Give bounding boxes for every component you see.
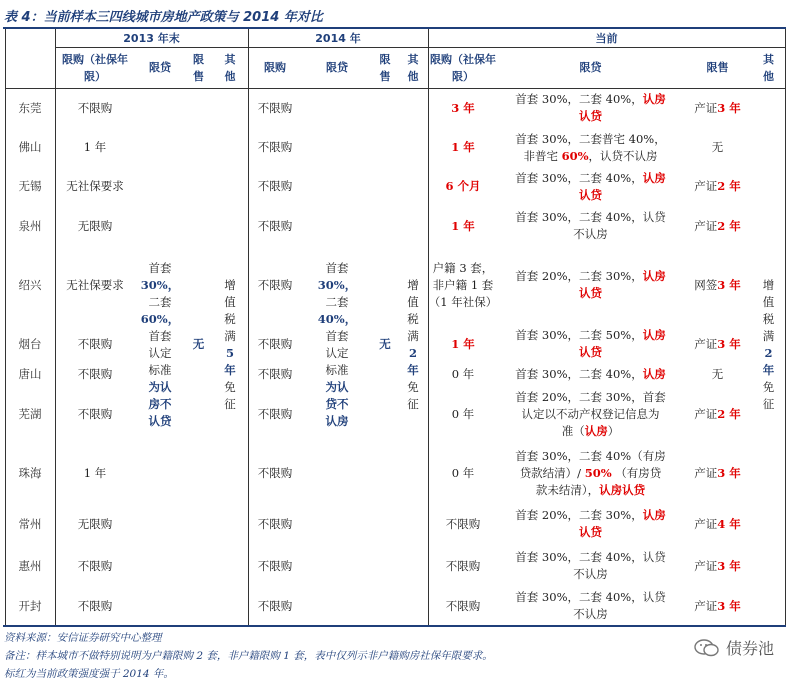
row-sale-current: 产证 3 年 bbox=[694, 336, 741, 351]
row-city: 泉州 bbox=[18, 218, 42, 233]
row-limit-current: 3 年 bbox=[451, 100, 475, 115]
row-limit-current: 不限购 bbox=[445, 558, 481, 573]
row-city: 开封 bbox=[18, 598, 42, 613]
row-sale-current: 产证 2 年 bbox=[694, 179, 741, 193]
row-city: 惠州 bbox=[18, 558, 42, 573]
row-loan-current: 首套 20%，二套 30%，首套 认定以不动产权登记信息为 准（认房） bbox=[515, 389, 666, 438]
row-limit-current: 0 年 bbox=[451, 367, 475, 381]
row-limit-current: 1 年 bbox=[451, 336, 475, 351]
row-limit-current: 6 个月 bbox=[445, 179, 481, 193]
row-limit-2013: 不限购 bbox=[77, 558, 113, 573]
row-limit-2013: 无社保要求 bbox=[66, 277, 124, 292]
row-loan-current: 首套 30%，二套 40%，认贷 不认房 bbox=[515, 590, 666, 621]
header-2014: 2014 年 bbox=[315, 31, 361, 45]
row-city: 唐山 bbox=[18, 367, 42, 381]
watermark-text: 债券池 bbox=[725, 639, 774, 658]
sale-2014-merged: 无 bbox=[379, 337, 391, 351]
row-limit-2014: 不限购 bbox=[257, 218, 293, 233]
row-loan-current: 首套 20%，二套 30%，认房 认贷 bbox=[515, 508, 666, 539]
header-current-loan: 限贷 bbox=[579, 61, 602, 74]
other-current-merged: 增 值 税 满 2 年 免 征 bbox=[762, 277, 775, 411]
row-city: 常州 bbox=[18, 516, 42, 531]
row-sale-current: 无 bbox=[711, 140, 724, 154]
row-limit-2013: 无限购 bbox=[77, 516, 113, 531]
row-limit-2014: 不限购 bbox=[257, 516, 293, 531]
row-limit-current: 1 年 bbox=[451, 218, 475, 233]
row-limit-2013: 无限购 bbox=[77, 218, 113, 233]
table-bottom-rule bbox=[3, 625, 786, 627]
row-city: 佛山 bbox=[18, 140, 42, 154]
row-limit-2013: 不限购 bbox=[77, 100, 113, 115]
row-limit-2014: 不限购 bbox=[257, 336, 293, 351]
header-2014-sale: 限 售 bbox=[379, 52, 391, 83]
row-limit-2013: 1 年 bbox=[83, 465, 107, 480]
row-limit-2014: 不限购 bbox=[257, 100, 293, 115]
header-2014-other: 其 他 bbox=[407, 52, 419, 83]
remark-note: 备注：样本城市不做特别说明为户籍限购 2 套，非户籍限购 1 套，表中仅列示非户籍购房社保年限要求。 bbox=[4, 650, 493, 662]
row-sale-current: 产证 3 年 bbox=[694, 598, 741, 613]
header-2013: 2013 年末 bbox=[123, 31, 180, 45]
row-loan-current: 首套 30%，二套普宅 40%， 非普宅 60%，认贷不认房 bbox=[515, 131, 666, 163]
row-sale-current: 产证 4 年 bbox=[694, 516, 741, 531]
header-current: 当前 bbox=[595, 31, 618, 45]
loan-2013-merged: 首套 30%， 二套 60%， 首套 认定 标准 为认 房不 认贷 bbox=[140, 260, 180, 428]
row-city: 东莞 bbox=[18, 100, 42, 115]
row-city: 烟台 bbox=[18, 336, 42, 351]
header-current-limit: 限购（社保年限） bbox=[430, 52, 496, 83]
row-limit-2014: 不限购 bbox=[257, 277, 293, 292]
other-2014-merged: 增 值 税 满 2 年 免 征 bbox=[407, 277, 419, 411]
wechat-icon bbox=[694, 638, 720, 658]
row-sale-current: 产证 2 年 bbox=[694, 406, 741, 421]
red-note: 标红为当前政策强度强于 2014 年。 bbox=[4, 668, 174, 680]
header-2013-sale: 限 售 bbox=[193, 52, 204, 83]
header-2014-limit: 限购 bbox=[264, 61, 286, 74]
watermark bbox=[694, 636, 774, 659]
table-title: 表 4：当前样本三四线城市房地产政策与 2014 年对比 bbox=[4, 10, 323, 25]
header-2013-other: 其 他 bbox=[224, 52, 236, 83]
row-sale-current: 产证 3 年 bbox=[694, 558, 741, 573]
row-limit-2013: 无社保要求 bbox=[66, 179, 124, 193]
row-limit-2013: 不限购 bbox=[77, 406, 113, 421]
row-limit-2014: 不限购 bbox=[257, 367, 293, 381]
header-current-sale: 限售 bbox=[706, 61, 729, 74]
row-sale-current: 产证 3 年 bbox=[694, 100, 741, 115]
row-limit-current: 1 年 bbox=[451, 140, 475, 154]
row-loan-current: 首套 30%，二套 40%，认房 认贷 bbox=[515, 170, 666, 202]
loan-2014-merged: 首套 30%， 二套 40%， 首套 认定 标准 为认 贷不 认房 bbox=[317, 260, 357, 428]
row-loan-current: 首套 20%，二套 30%，认房 认贷 bbox=[515, 269, 666, 300]
source-note: 资料来源：安信证券研究中心整理 bbox=[4, 632, 162, 644]
row-sale-current: 产证 3 年 bbox=[694, 465, 741, 480]
row-city: 珠海 bbox=[18, 465, 42, 480]
row-limit-2013: 不限购 bbox=[77, 598, 113, 613]
row-sale-current: 无 bbox=[711, 367, 724, 381]
row-limit-current: 0 年 bbox=[451, 406, 475, 421]
row-limit-2014: 不限购 bbox=[257, 179, 293, 193]
row-limit-2013: 1 年 bbox=[83, 140, 107, 154]
row-loan-current: 首套 30%，二套 40%，认房 bbox=[515, 367, 666, 381]
row-city: 无锡 bbox=[18, 179, 42, 193]
header-current-other: 其 他 bbox=[763, 52, 774, 83]
row-limit-current: 户籍 3 套，非户籍 1 套（1 年社保） bbox=[428, 260, 498, 309]
row-loan-current: 首套 30%，二套 40%，认房 认贷 bbox=[515, 92, 666, 123]
row-limit-current: 不限购 bbox=[445, 598, 481, 613]
row-limit-2014: 不限购 bbox=[257, 465, 293, 480]
row-limit-2013: 不限购 bbox=[77, 336, 113, 351]
header-2013-loan: 限贷 bbox=[149, 61, 171, 74]
row-limit-current: 0 年 bbox=[451, 465, 475, 480]
header-2013-limit: 限购（社保年限） bbox=[62, 52, 128, 83]
row-city: 绍兴 bbox=[18, 277, 42, 292]
row-limit-2014: 不限购 bbox=[257, 558, 293, 573]
other-2013-merged: 增 值 税 满 5 年 免 征 bbox=[224, 277, 236, 411]
row-limit-2013: 不限购 bbox=[77, 367, 113, 381]
row-limit-2014: 不限购 bbox=[257, 598, 293, 613]
row-loan-current: 首套 30%，二套 40%（有房 贷款结清）/ 50% （有房贷 款未结清），认房认贷 bbox=[515, 448, 666, 497]
row-loan-current: 首套 30%，二套 50%，认房 认贷 bbox=[515, 328, 666, 359]
sale-2013-merged: 无 bbox=[192, 337, 205, 351]
row-limit-2014: 不限购 bbox=[257, 406, 293, 421]
row-sale-current: 网签 3 年 bbox=[694, 277, 741, 292]
row-loan-current: 首套 30%，二套 40%，认贷 不认房 bbox=[515, 210, 666, 241]
row-limit-2014: 不限购 bbox=[257, 140, 293, 154]
row-sale-current: 产证 2 年 bbox=[694, 218, 741, 233]
row-city: 芜湖 bbox=[18, 406, 42, 421]
header-2014-loan: 限贷 bbox=[326, 61, 348, 74]
row-limit-current: 不限购 bbox=[445, 516, 481, 531]
column-divider bbox=[785, 29, 786, 625]
row-loan-current: 首套 30%，二套 40%，认贷 不认房 bbox=[515, 550, 666, 581]
